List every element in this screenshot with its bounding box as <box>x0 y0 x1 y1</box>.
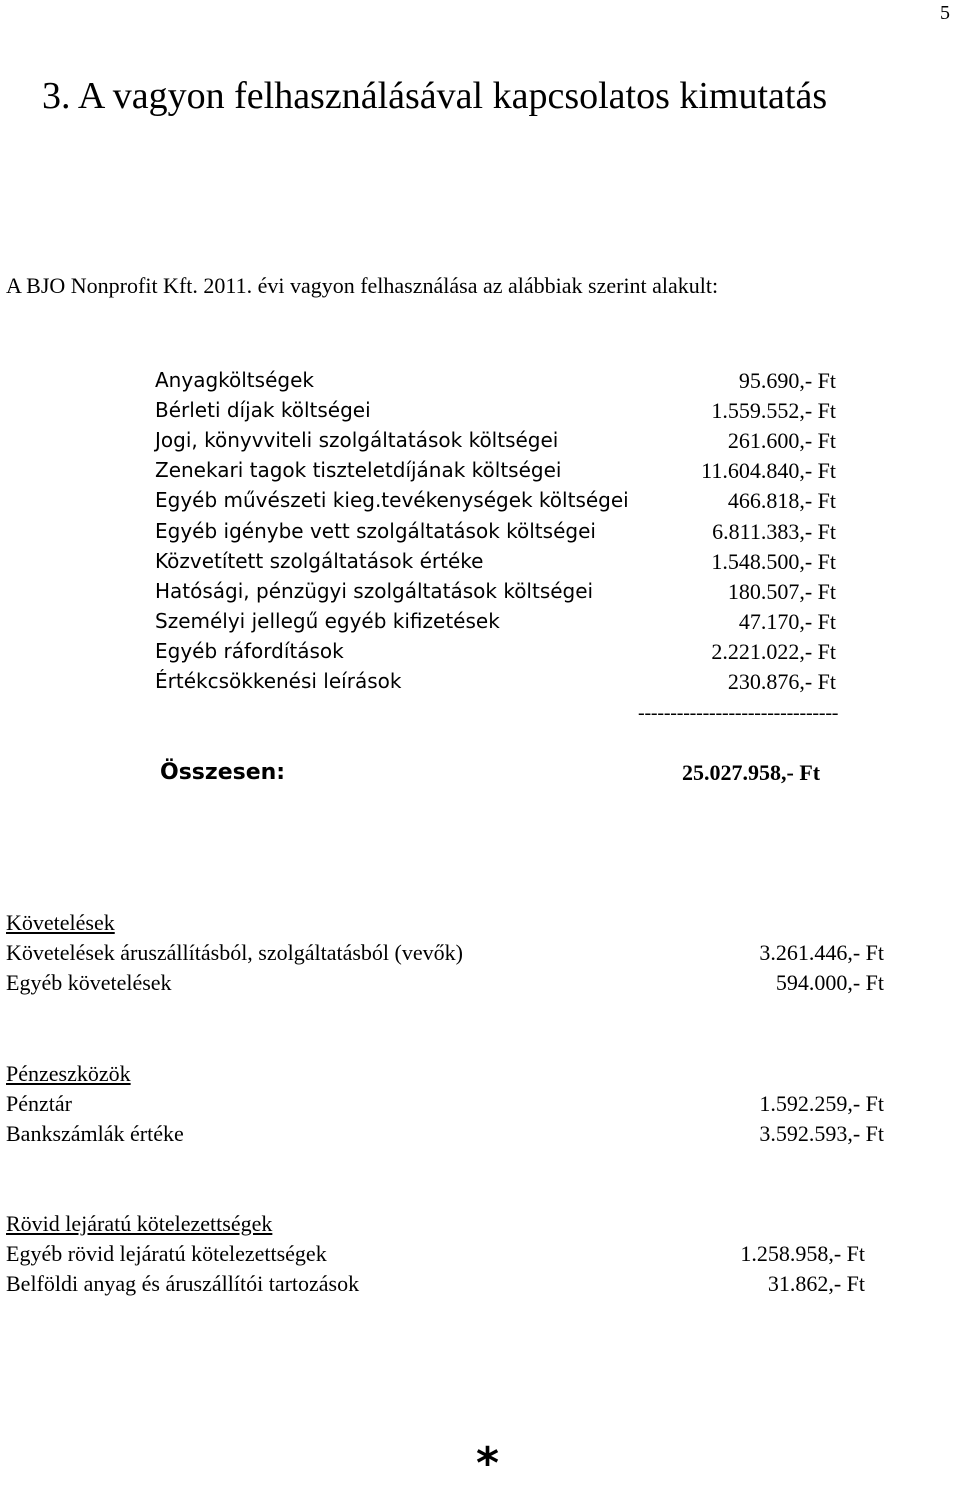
total-value: 25.027.958,- Ft <box>682 760 821 785</box>
receivables-value: 3.261.446,- Ft <box>759 940 884 965</box>
cost-label: Értékcsökkenési leírások <box>155 669 402 693</box>
cost-value: 2.221.022,- Ft <box>711 639 836 664</box>
cash-value: 3.592.593,- Ft <box>759 1121 884 1146</box>
cost-value: 180.507,- Ft <box>727 579 836 604</box>
cash-heading: Pénzeszközök <box>6 1061 131 1086</box>
cost-label: Hatósági, pénzügyi szolgáltatások költségei <box>155 579 594 603</box>
total-label: Összesen: <box>160 760 286 785</box>
cost-label: Bérleti díjak költségei <box>155 398 371 422</box>
cost-value: 466.818,- Ft <box>727 488 836 513</box>
page-title: 3. A vagyon felhasználásával kapcsolatos kimutatás <box>42 75 828 117</box>
receivables-value: 594.000,- Ft <box>775 970 884 995</box>
cost-value: 230.876,- Ft <box>727 669 836 694</box>
cost-value: 47.170,- Ft <box>738 609 836 634</box>
cost-value: 261.600,- Ft <box>727 428 836 453</box>
cost-label: Anyagköltségek <box>155 368 314 392</box>
receivables-heading: Követelések <box>6 910 115 935</box>
cost-value: 1.548.500,- Ft <box>711 549 836 574</box>
liabilities-label: Belföldi anyag és áruszállítói tartozások <box>6 1271 360 1296</box>
cash-label: Bankszámlák értéke <box>6 1121 184 1146</box>
total-separator: ------------------------------- <box>638 702 839 724</box>
liabilities-heading: Rövid lejáratú kötelezettségek <box>6 1211 273 1236</box>
cash-value: 1.592.259,- Ft <box>759 1091 884 1116</box>
cost-label: Egyéb ráfordítások <box>155 639 344 663</box>
cost-label: Zenekari tagok tiszteletdíjának költségei <box>155 458 562 482</box>
cost-label: Egyéb művészeti kieg.tevékenységek költségei <box>155 488 629 512</box>
liabilities-value: 31.862,- Ft <box>767 1271 865 1296</box>
cost-value: 1.559.552,- Ft <box>711 398 836 423</box>
cash-label: Pénztár <box>6 1091 72 1116</box>
cost-value: 95.690,- Ft <box>738 368 836 393</box>
footer-asterisk: * <box>476 1438 500 1489</box>
receivables-label: Követelések áruszállításból, szolgáltatásból (vevők) <box>6 940 463 965</box>
page-number: 5 <box>940 2 950 24</box>
cost-value: 11.604.840,- Ft <box>701 458 836 483</box>
cost-value: 6.811.383,- Ft <box>712 519 836 544</box>
receivables-label: Egyéb követelések <box>6 970 172 995</box>
cost-label: Egyéb igénybe vett szolgáltatások költségei <box>155 519 596 543</box>
cost-label: Jogi, könyvviteli szolgáltatások költségei <box>155 428 559 452</box>
liabilities-label: Egyéb rövid lejáratú kötelezettségek <box>6 1241 327 1266</box>
intro-text: A BJO Nonprofit Kft. 2011. évi vagyon felhasználása az alábbiak szerint alakult: <box>6 273 719 298</box>
cost-label: Közvetített szolgáltatások értéke <box>155 549 484 573</box>
cost-label: Személyi jellegű egyéb kifizetések <box>155 609 500 633</box>
liabilities-value: 1.258.958,- Ft <box>740 1241 865 1266</box>
